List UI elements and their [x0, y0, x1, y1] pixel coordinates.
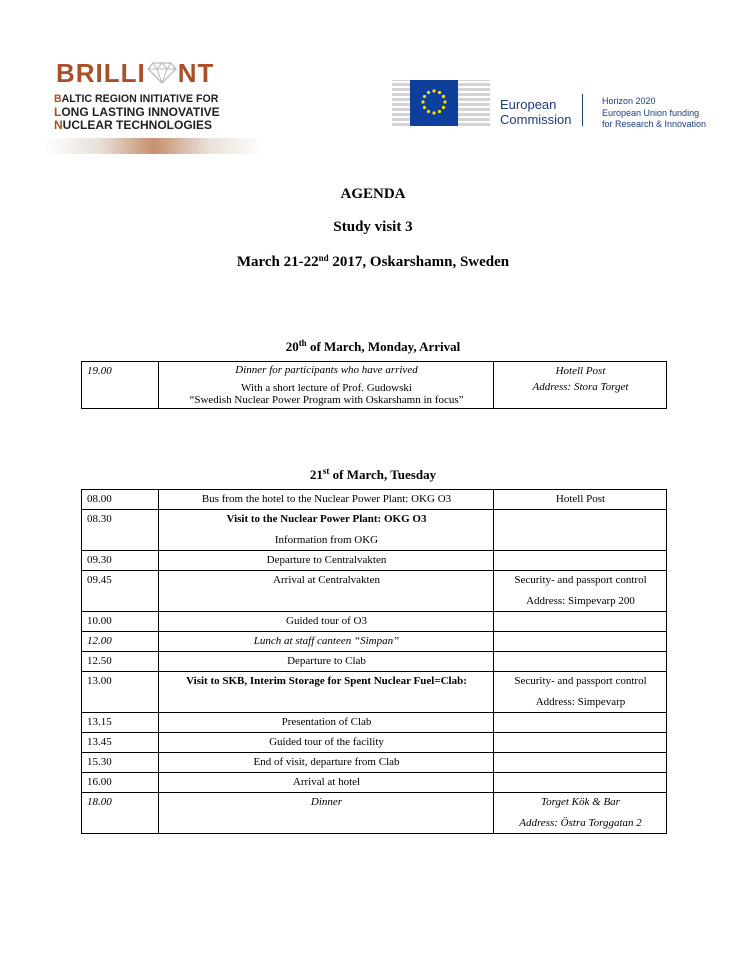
place-cell	[494, 632, 667, 652]
place-cell	[494, 551, 667, 571]
event-cell: Arrival at Centralvakten	[159, 571, 494, 612]
place-cell: Security- and passport control Address: Simpevarp 200	[494, 571, 667, 612]
event-cell: Visit to the Nuclear Power Plant: OKG O3 Information from OKG	[159, 510, 494, 551]
table-row	[82, 733, 667, 753]
event-cell: Lunch at staff canteen “Simpan”	[159, 632, 494, 652]
brilliant-tagline-line: BALTIC REGION INITIATIVE FOR	[54, 93, 219, 105]
table-row	[82, 362, 667, 409]
table-row	[82, 652, 667, 672]
event-cell: Presentation of Clab	[159, 713, 494, 733]
brilliant-tagline-line: LONG LASTING INNOVATIVE	[54, 105, 220, 119]
time-cell: 13.00	[82, 672, 159, 713]
event-cell: Bus from the hotel to the Nuclear Power Plant: OKG O3	[159, 490, 494, 510]
table-row	[82, 632, 667, 652]
time-cell: 12.00	[82, 632, 159, 652]
table-row	[82, 793, 667, 834]
time-cell: 08.00	[82, 490, 159, 510]
time-cell: 12.50	[82, 652, 159, 672]
table-row	[82, 551, 667, 571]
brilliant-word-right: NT	[177, 58, 215, 88]
place-cell	[494, 510, 667, 551]
time-cell: 13.15	[82, 713, 159, 733]
page-title: AGENDA	[340, 186, 406, 202]
table-row	[82, 612, 667, 632]
eu-flag-icon	[410, 80, 458, 126]
day-2-table	[81, 489, 667, 834]
table-row	[82, 510, 667, 551]
time-cell: 16.00	[82, 773, 159, 793]
place-cell: Hotell Post Address: Stora Torget	[494, 362, 667, 409]
ec-name: European Commission	[500, 97, 572, 127]
time-cell: 13.45	[82, 733, 159, 753]
table-row	[82, 753, 667, 773]
time-cell: 19.00	[82, 362, 159, 409]
event-cell: Arrival at hotel	[159, 773, 494, 793]
event-cell: Dinner for participants who have arrived With a short lecture of Prof. Gudowski “Swedish Nuclear Power Program with Oskarshamn in focus”	[159, 362, 494, 409]
brilliant-logo-band	[44, 138, 264, 154]
place-cell	[494, 753, 667, 773]
place-cell	[494, 652, 667, 672]
day-1-title: 20th of March, Monday, Arrival	[285, 338, 461, 354]
event-cell: Guided tour of O3	[159, 612, 494, 632]
place-cell	[494, 713, 667, 733]
horizon-2020-text: Horizon 2020 European Union funding for Research & Innovation	[602, 96, 707, 129]
event-cell: Dinner	[159, 793, 494, 834]
day-1-table	[81, 361, 667, 409]
brilliant-word-left: BRILLI	[56, 58, 146, 88]
brilliant-logo	[44, 58, 264, 154]
event-cell: Guided tour of the facility	[159, 733, 494, 753]
european-commission-logo	[392, 80, 722, 130]
place-cell: Hotell Post	[494, 490, 667, 510]
time-cell: 09.30	[82, 551, 159, 571]
brilliant-wordmark	[56, 58, 214, 91]
event-cell: Visit to SKB, Interim Storage for Spent Nuclear Fuel=Clab:	[159, 672, 494, 713]
table-row	[82, 773, 667, 793]
time-cell: 10.00	[82, 612, 159, 632]
table-row	[82, 713, 667, 733]
event-date: March 21-22nd 2017, Oskarshamn, Sweden	[236, 253, 510, 270]
time-cell: 18.00	[82, 793, 159, 834]
page-subtitle: Study visit 3	[333, 219, 413, 235]
place-cell: Torget Kök & Bar Address: Östra Torggatan 2	[494, 793, 667, 834]
place-cell	[494, 773, 667, 793]
event-cell: Departure to Clab	[159, 652, 494, 672]
table-row	[82, 490, 667, 510]
table-row	[82, 571, 667, 612]
brilliant-tagline	[54, 93, 220, 132]
place-cell: Security- and passport control Address: Simpevarp	[494, 672, 667, 713]
ec-stripes-right	[458, 80, 490, 126]
time-cell: 09.45	[82, 571, 159, 612]
brilliant-tagline-line: NUCLEAR TECHNOLOGIES	[54, 118, 213, 132]
ec-divider	[582, 94, 583, 126]
place-cell	[494, 612, 667, 632]
time-cell: 08.30	[82, 510, 159, 551]
day-2-title: 21st of March, Tuesday	[309, 466, 437, 482]
place-cell	[494, 733, 667, 753]
diamond-icon	[147, 60, 177, 91]
event-cell: End of visit, departure from Clab	[159, 753, 494, 773]
time-cell: 15.30	[82, 753, 159, 773]
event-cell: Departure to Centralvakten	[159, 551, 494, 571]
table-row	[82, 672, 667, 713]
